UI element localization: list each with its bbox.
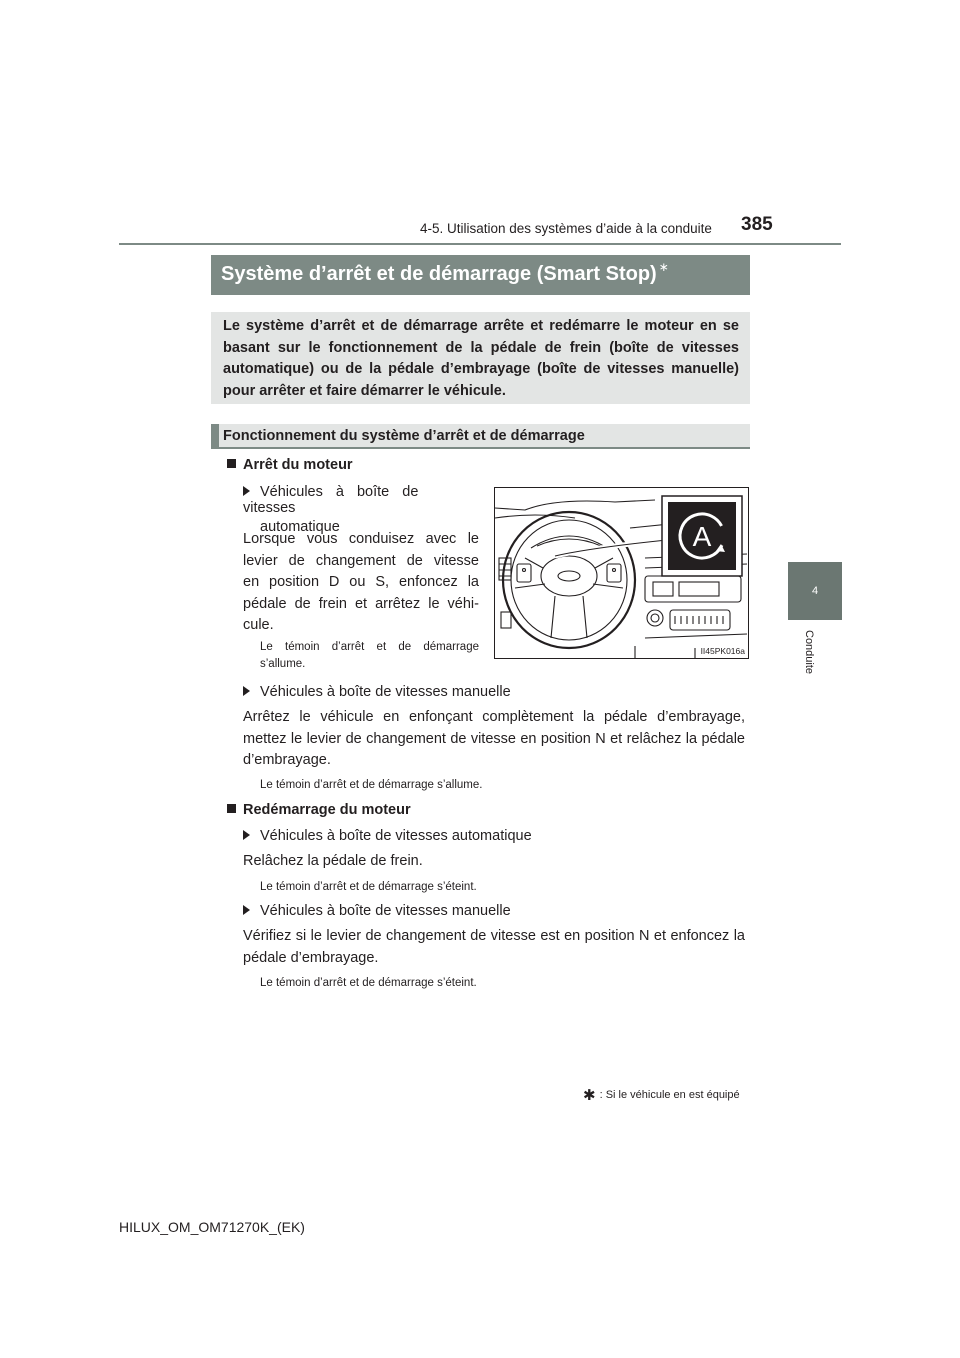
footnote (583, 1086, 740, 1104)
subheading-marker (211, 424, 219, 447)
stop-manual-label (243, 684, 511, 700)
document-id: HILUX_OM_OM71270K_(EK) (119, 1219, 305, 1235)
triangle-bullet-icon (243, 686, 250, 696)
title-text: Système d’arrêt et de démarrage (Smart Stop) (221, 263, 657, 285)
restart-heading-text: Redémarrage du moteur (243, 802, 411, 818)
stop-auto-label (243, 484, 479, 535)
footnote-text: : Si le véhicule en est équipé (599, 1089, 740, 1101)
square-bullet-icon (227, 804, 236, 813)
stop-heading (227, 457, 353, 473)
stop-auto-label-line1: Véhicules à boîte de vitesses (243, 484, 419, 516)
figure-code: II45PK016a (700, 646, 745, 656)
dashboard-illustration (494, 487, 749, 659)
restart-manual-label-text: Véhicules à boîte de vitesses manuelle (260, 903, 511, 919)
square-bullet-icon (227, 459, 236, 468)
stop-auto-note-line2: s’allume. (260, 658, 306, 670)
stop-manual-note: Le témoin d’arrêt et de démarrage s’allume. (260, 779, 483, 791)
restart-auto-note: Le témoin d’arrêt et de démarrage s’éteint. (260, 881, 477, 893)
stop-auto-label-line2: automatique (260, 519, 340, 535)
stop-manual-text: Arrêtez le véhicule en enfonçant complètement la pédale d’embrayage, mettez le levier de changement de vitesse en position N et relâchez la pédale d’embrayage. (243, 709, 745, 768)
header-divider (119, 243, 841, 245)
title-asterisk: ∗ (658, 260, 669, 274)
restart-auto-text: Relâchez la pédale de frein. (243, 853, 423, 869)
stop-auto-text (243, 529, 479, 637)
intro-box: Le système d’arrêt et de démarrage arrête et redémarre le moteur en se basant sur le fonctionnement de la pédale de frein (boîte de vitesses automatique) ou de la pédale d’embrayage (boîte de vitesses manuelle) pour arrêter et faire démarrer le véhicule. (211, 312, 750, 404)
restart-manual-label (243, 903, 511, 919)
restart-auto-label (243, 828, 532, 844)
stop-auto-text-line: cule. (243, 617, 274, 633)
chapter-number: 4 (811, 585, 819, 597)
restart-manual-note: Le témoin d’arrêt et de démarrage s’éteint. (260, 977, 477, 989)
stop-auto-note (260, 639, 479, 673)
stop-manual-label-text: Véhicules à boîte de vitesses manuelle (260, 684, 511, 700)
chapter-tab (788, 562, 842, 620)
stop-auto-text-line: pédale de frein et arrêtez le véhi- (243, 595, 479, 612)
page-title (211, 255, 750, 295)
subheading-bar (211, 424, 750, 449)
chapter-label-container (788, 630, 842, 690)
asterisk-icon: ✱ (583, 1087, 596, 1104)
chapter-label: Conduite (803, 630, 815, 675)
stop-auto-text-line: Lorsque vous conduisez avec le (243, 531, 479, 547)
page-number: 385 (741, 214, 773, 235)
restart-manual-text: Vérifiez si le levier de changement de vitesse est en position N et enfoncez la pédale d’embrayage. (243, 928, 745, 966)
stop-auto-note-line1: Le témoin d’arrêt et de démarrage (260, 641, 479, 653)
svg-text:A: A (692, 521, 712, 552)
stop-heading-text: Arrêt du moteur (243, 457, 353, 473)
restart-auto-label-text: Véhicules à boîte de vitesses automatique (260, 828, 532, 844)
restart-heading (227, 802, 411, 818)
dashboard-drawing (495, 488, 748, 658)
triangle-bullet-icon (243, 905, 250, 915)
subheading-text: Fonctionnement du système d’arrêt et de démarrage (223, 428, 585, 444)
section-header: 4-5. Utilisation des systèmes d’aide à la conduite (420, 221, 712, 236)
triangle-bullet-icon (243, 486, 250, 496)
stop-auto-text-line: en position D ou S, enfoncez la (243, 574, 479, 590)
stop-auto-text-line: levier de changement de vitesse (243, 552, 479, 569)
triangle-bullet-icon (243, 830, 250, 840)
